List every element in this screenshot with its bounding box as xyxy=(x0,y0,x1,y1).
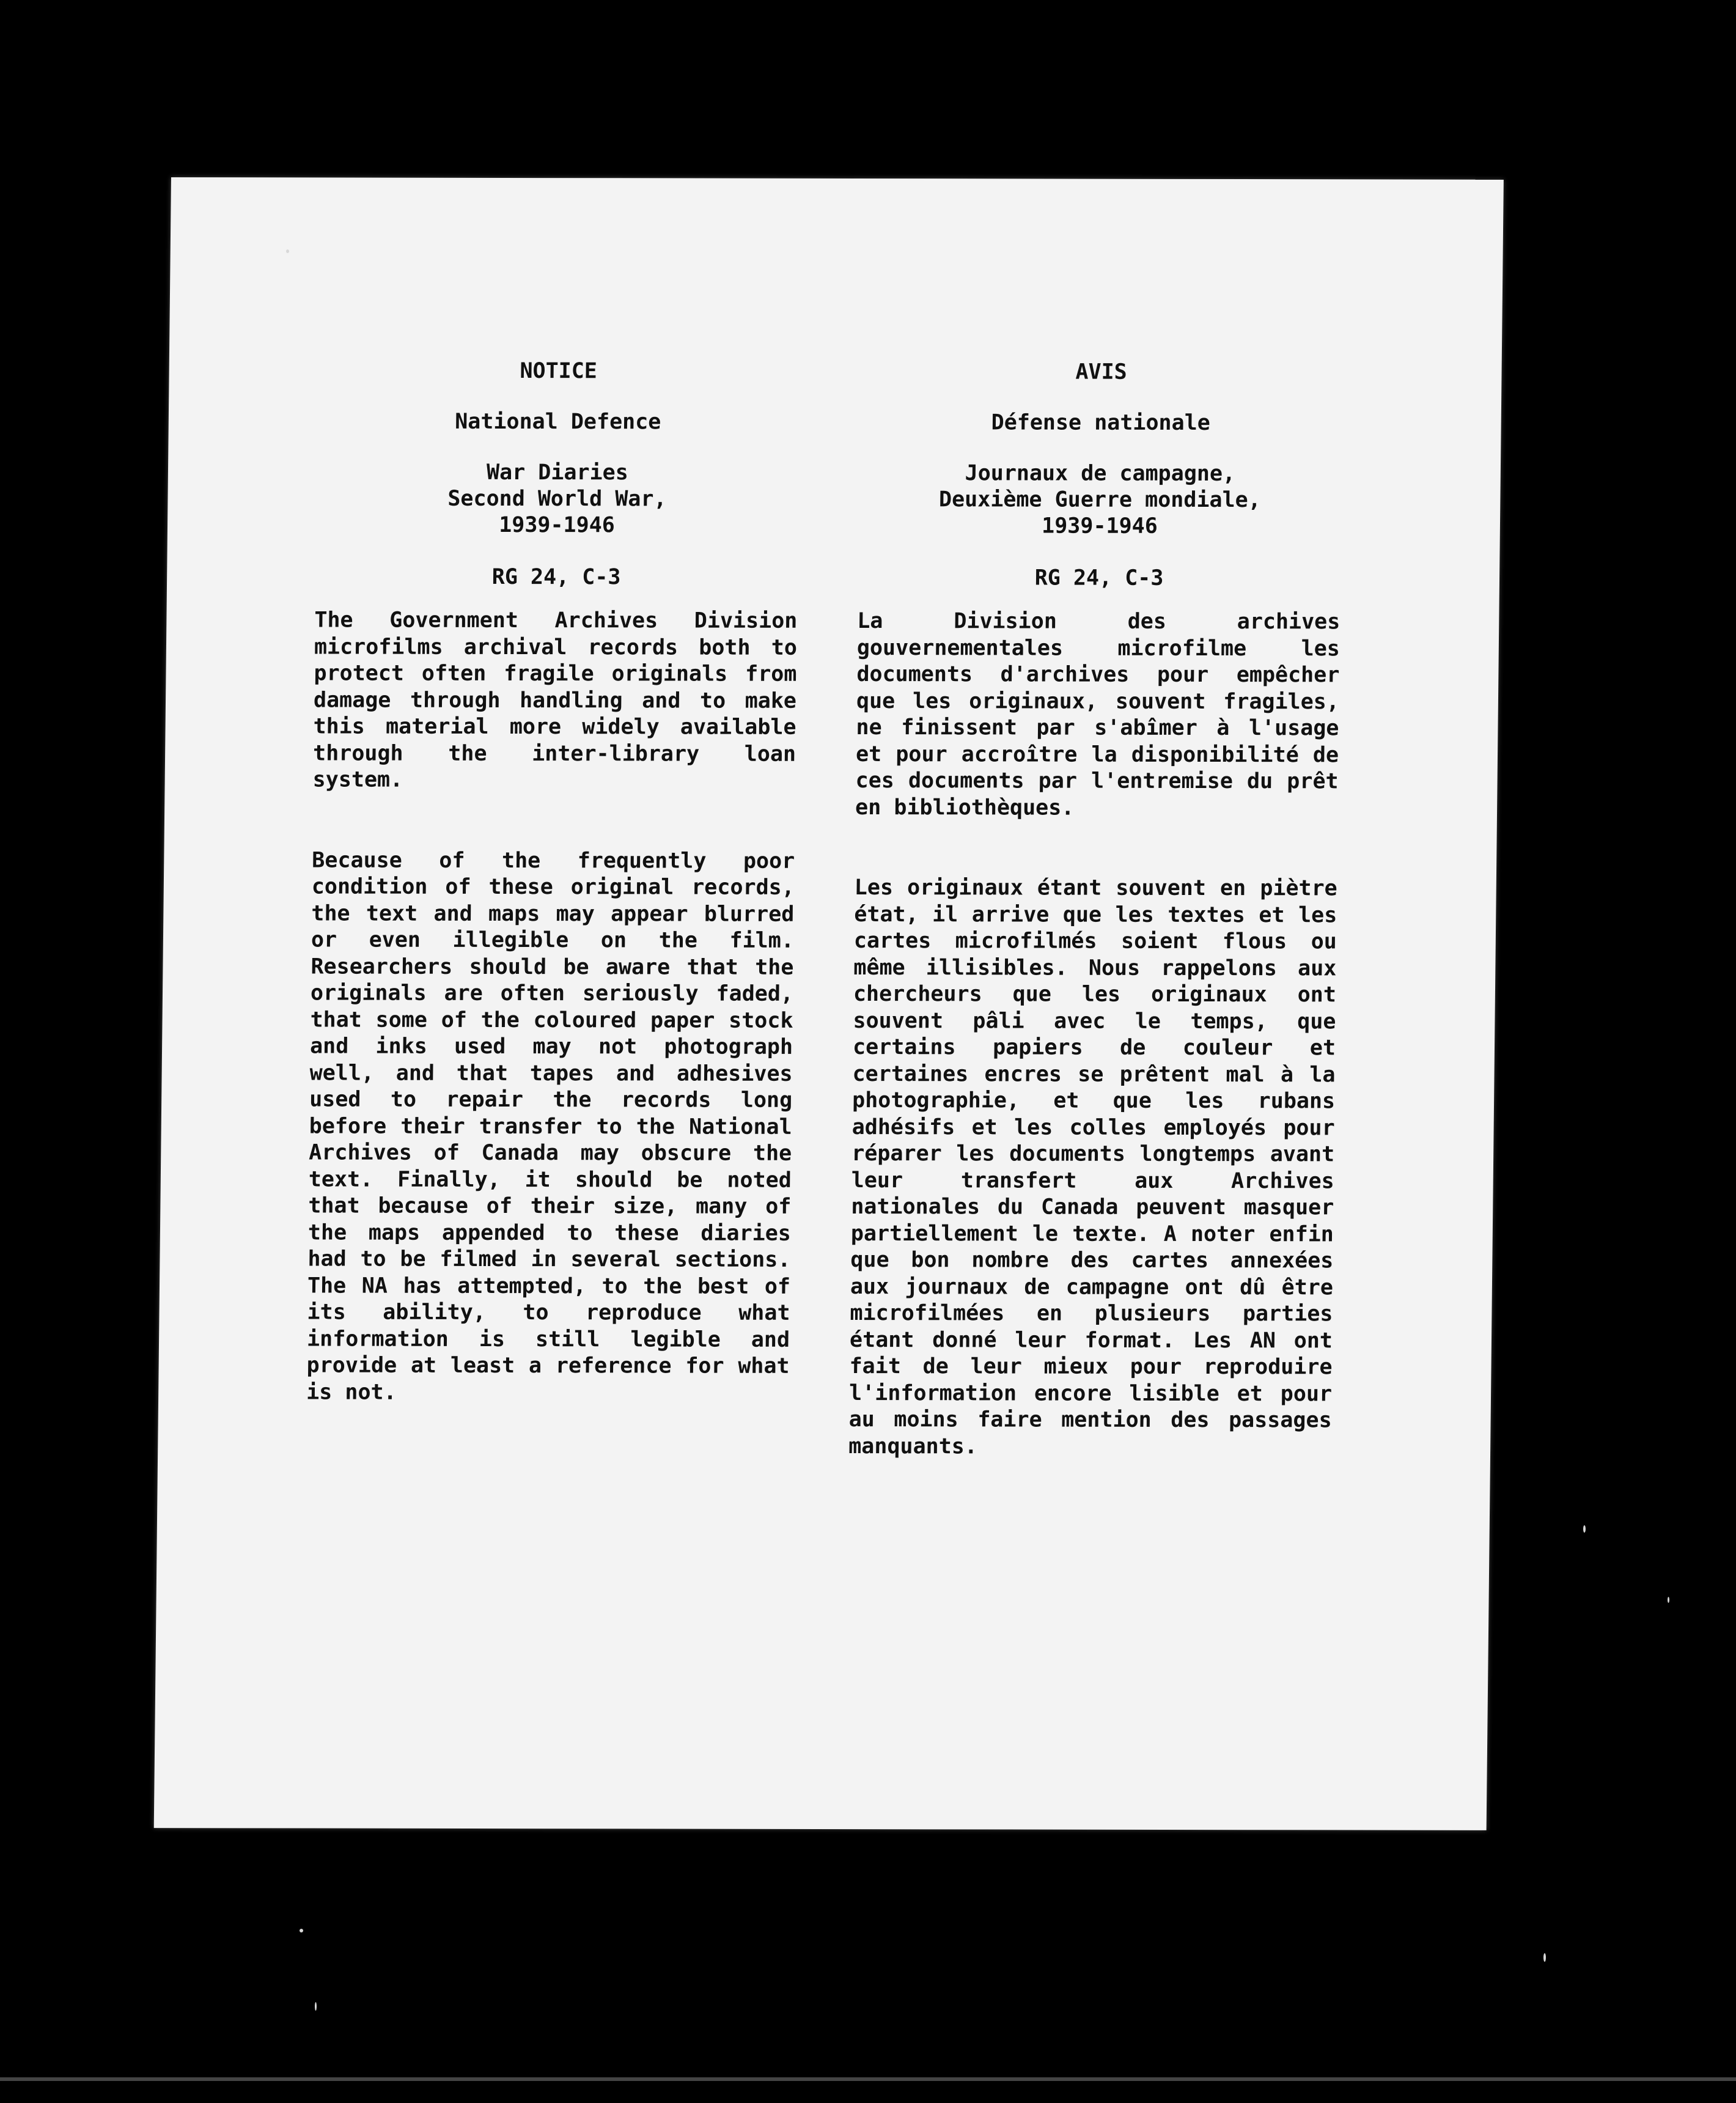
dust-speck xyxy=(300,1929,303,1932)
avis-heading: AVIS xyxy=(1075,359,1127,385)
english-column xyxy=(306,358,800,1406)
record-group-reference-fr: RG 24, C-3 xyxy=(1034,565,1164,591)
french-column xyxy=(848,359,1343,1460)
dust-speck xyxy=(1583,1525,1586,1533)
film-edge xyxy=(0,2077,1736,2081)
record-group-reference: RG 24, C-3 xyxy=(491,564,621,590)
condition-paragraph-fr: Les originaux étant souvent en piètre état, il arrive que les textes et les cartes microfilmés soient flous ou même illisibles. Nous rappelons aux chercheurs que les originaux ont souvent pâli avec le temps, que certains papiers de couleur et certaines encres se prêtent mal à la photographie, et que les rubans adhésifs et les colles employés pour réparer les documents longtemps avant leur transfert aux Archives nationales du Canada peuvent masquer partiellement le texte. A noter enfin que bon nombre des cartes annexées aux journaux de campagne ont dû être microfilmées en plusieurs parties étant donné leur format. Les AN ont fait de leur mieux pour reproduire l'information encore lisible et pour au moins faire mention des passages manquants. xyxy=(848,875,1337,1459)
department-name: National Defence xyxy=(455,409,661,435)
dust-speck xyxy=(1543,1953,1546,1962)
dust-speck xyxy=(315,2002,317,2011)
dust-speck xyxy=(1668,1597,1669,1603)
intro-paragraph: The Government Archives Division microfilms archival records both to protect often fragile originals from damage through handling and to make this material more widely available through the inter-library loan system. xyxy=(312,608,798,792)
notice-page xyxy=(154,177,1504,1830)
series-title: War Diaries Second World War, 1939-1946 xyxy=(447,460,667,538)
notice-heading: NOTICE xyxy=(520,359,598,384)
condition-paragraph: Because of the frequently poor condition of these original records, the text and maps may appear blurred or even illegible on the film. Researchers should be aware that the originals are often seriously faded, that some of the coloured paper stock and inks used may not photograph well, and that tapes and adhesives used to repair the records long before their transfer to the National Archives of Canada may obscure the text. Finally, it should be noted that because of their size, many of the maps appended to these diaries had to be filmed in several sections. The NA has attempted, to the best of its ability, to reproduce what information is still legible and provide at least a reference for what is not. xyxy=(306,847,795,1405)
series-title-fr: Journaux de campagne, Deuxième Guerre mondiale, 1939-1946 xyxy=(938,461,1262,539)
intro-paragraph-fr: La Division des archives gouvernementales microfilme les documents d'archives pour empêcher que les originaux, souvent fragiles, ne finissent par s'abîmer à l'usage et pour accroître la disponibilité de ces documents par l'entremise du prêt en bibliothèques. xyxy=(855,608,1341,820)
dust-speck xyxy=(286,249,289,253)
department-name-fr: Défense nationale xyxy=(991,410,1211,435)
